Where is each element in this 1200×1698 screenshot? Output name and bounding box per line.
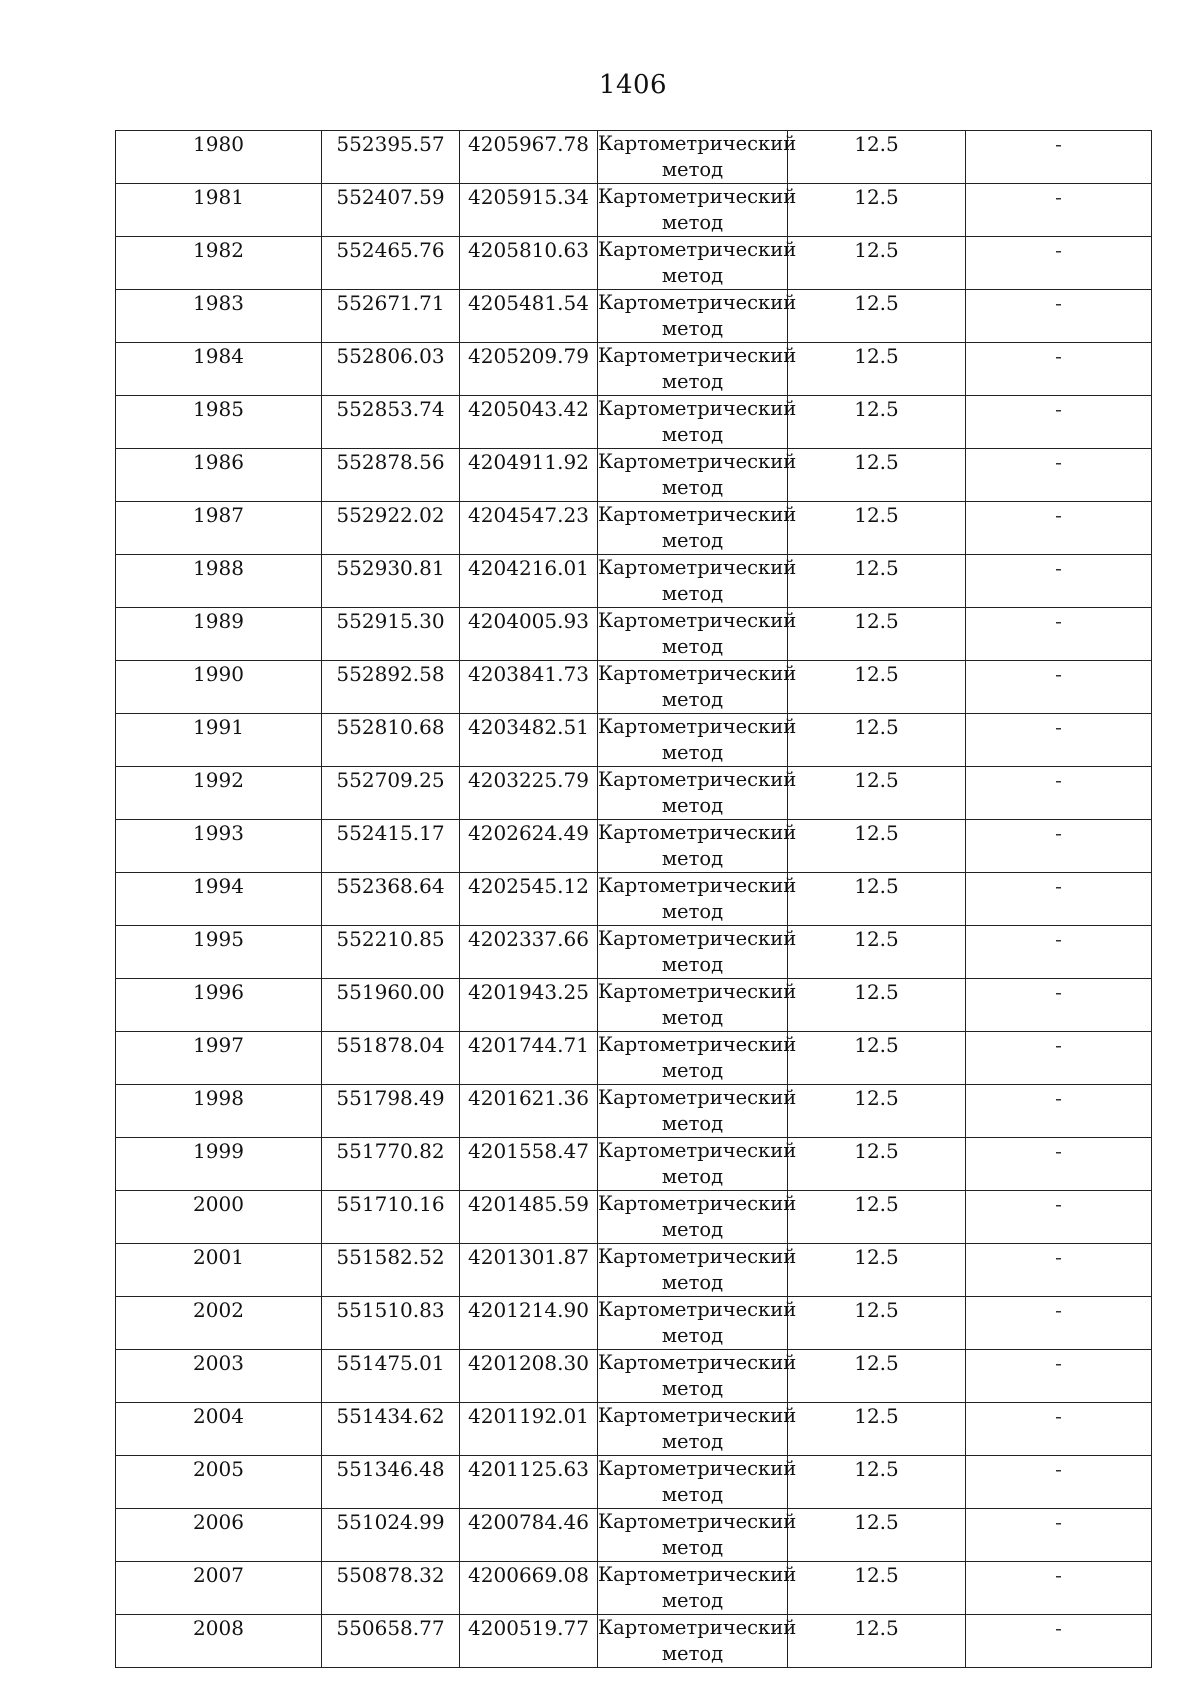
description-cell: - <box>966 1509 1152 1562</box>
point-number-cell: 2008 <box>116 1615 322 1668</box>
method-cell: Картометрический метод <box>598 767 788 820</box>
x-coordinate-cell: 551798.49 <box>322 1085 460 1138</box>
accuracy-cell: 12.5 <box>788 767 966 820</box>
method-cell: Картометрический метод <box>598 608 788 661</box>
method-cell: Картометрический метод <box>598 237 788 290</box>
point-number-cell: 1986 <box>116 449 322 502</box>
table-row <box>116 1615 1152 1668</box>
method-cell: Картометрический метод <box>598 1085 788 1138</box>
method-cell: Картометрический метод <box>598 714 788 767</box>
y-coordinate-cell: 4205810.63 <box>460 237 598 290</box>
table-row <box>116 290 1152 343</box>
accuracy-cell: 12.5 <box>788 1403 966 1456</box>
point-number-cell: 1999 <box>116 1138 322 1191</box>
description-cell: - <box>966 979 1152 1032</box>
point-number-cell: 1988 <box>116 555 322 608</box>
x-coordinate-cell: 552395.57 <box>322 131 460 184</box>
accuracy-cell: 12.5 <box>788 1615 966 1668</box>
point-number-cell: 1980 <box>116 131 322 184</box>
table-row <box>116 1403 1152 1456</box>
accuracy-cell: 12.5 <box>788 396 966 449</box>
coordinates-table-body <box>116 131 1152 1668</box>
y-coordinate-cell: 4203482.51 <box>460 714 598 767</box>
table-row <box>116 714 1152 767</box>
point-number-cell: 2007 <box>116 1562 322 1615</box>
accuracy-cell: 12.5 <box>788 237 966 290</box>
table-row <box>116 555 1152 608</box>
x-coordinate-cell: 551024.99 <box>322 1509 460 1562</box>
table-row <box>116 237 1152 290</box>
accuracy-cell: 12.5 <box>788 502 966 555</box>
point-number-cell: 1989 <box>116 608 322 661</box>
point-number-cell: 2004 <box>116 1403 322 1456</box>
description-cell: - <box>966 1138 1152 1191</box>
y-coordinate-cell: 4204216.01 <box>460 555 598 608</box>
x-coordinate-cell: 552671.71 <box>322 290 460 343</box>
point-number-cell: 2006 <box>116 1509 322 1562</box>
description-cell: - <box>966 449 1152 502</box>
y-coordinate-cell: 4201301.87 <box>460 1244 598 1297</box>
y-coordinate-cell: 4201208.30 <box>460 1350 598 1403</box>
accuracy-cell: 12.5 <box>788 1509 966 1562</box>
point-number-cell: 1998 <box>116 1085 322 1138</box>
y-coordinate-cell: 4202624.49 <box>460 820 598 873</box>
description-cell: - <box>966 1297 1152 1350</box>
accuracy-cell: 12.5 <box>788 290 966 343</box>
point-number-cell: 2005 <box>116 1456 322 1509</box>
x-coordinate-cell: 552915.30 <box>322 608 460 661</box>
method-cell: Картометрический метод <box>598 449 788 502</box>
description-cell: - <box>966 1085 1152 1138</box>
y-coordinate-cell: 4204547.23 <box>460 502 598 555</box>
coordinates-table <box>115 130 1152 1668</box>
method-cell: Картометрический метод <box>598 1350 788 1403</box>
y-coordinate-cell: 4200784.46 <box>460 1509 598 1562</box>
x-coordinate-cell: 551582.52 <box>322 1244 460 1297</box>
point-number-cell: 2001 <box>116 1244 322 1297</box>
description-cell: - <box>966 661 1152 714</box>
accuracy-cell: 12.5 <box>788 343 966 396</box>
x-coordinate-cell: 551960.00 <box>322 979 460 1032</box>
y-coordinate-cell: 4202545.12 <box>460 873 598 926</box>
accuracy-cell: 12.5 <box>788 1032 966 1085</box>
y-coordinate-cell: 4204005.93 <box>460 608 598 661</box>
accuracy-cell: 12.5 <box>788 820 966 873</box>
accuracy-cell: 12.5 <box>788 714 966 767</box>
description-cell: - <box>966 555 1152 608</box>
accuracy-cell: 12.5 <box>788 979 966 1032</box>
point-number-cell: 1982 <box>116 237 322 290</box>
x-coordinate-cell: 552709.25 <box>322 767 460 820</box>
x-coordinate-cell: 550878.32 <box>322 1562 460 1615</box>
method-cell: Картометрический метод <box>598 661 788 714</box>
method-cell: Картометрический метод <box>598 1456 788 1509</box>
method-cell: Картометрический метод <box>598 290 788 343</box>
accuracy-cell: 12.5 <box>788 608 966 661</box>
point-number-cell: 2003 <box>116 1350 322 1403</box>
method-cell: Картометрический метод <box>598 820 788 873</box>
x-coordinate-cell: 552806.03 <box>322 343 460 396</box>
x-coordinate-cell: 552368.64 <box>322 873 460 926</box>
accuracy-cell: 12.5 <box>788 1085 966 1138</box>
table-row <box>116 343 1152 396</box>
description-cell: - <box>966 1191 1152 1244</box>
x-coordinate-cell: 552878.56 <box>322 449 460 502</box>
method-cell: Картометрический метод <box>598 1244 788 1297</box>
description-cell: - <box>966 926 1152 979</box>
point-number-cell: 1995 <box>116 926 322 979</box>
point-number-cell: 1997 <box>116 1032 322 1085</box>
method-cell: Картометрический метод <box>598 979 788 1032</box>
table-row <box>116 767 1152 820</box>
accuracy-cell: 12.5 <box>788 555 966 608</box>
table-row <box>116 1138 1152 1191</box>
method-cell: Картометрический метод <box>598 1615 788 1668</box>
description-cell: - <box>966 820 1152 873</box>
table-row <box>116 1297 1152 1350</box>
y-coordinate-cell: 4205043.42 <box>460 396 598 449</box>
y-coordinate-cell: 4201214.90 <box>460 1297 598 1350</box>
accuracy-cell: 12.5 <box>788 449 966 502</box>
x-coordinate-cell: 552407.59 <box>322 184 460 237</box>
description-cell: - <box>966 608 1152 661</box>
point-number-cell: 2000 <box>116 1191 322 1244</box>
table-row <box>116 449 1152 502</box>
accuracy-cell: 12.5 <box>788 926 966 979</box>
table-row <box>116 608 1152 661</box>
y-coordinate-cell: 4202337.66 <box>460 926 598 979</box>
point-number-cell: 1983 <box>116 290 322 343</box>
accuracy-cell: 12.5 <box>788 1350 966 1403</box>
table-row <box>116 1085 1152 1138</box>
table-row <box>116 661 1152 714</box>
method-cell: Картометрический метод <box>598 131 788 184</box>
point-number-cell: 1994 <box>116 873 322 926</box>
description-cell: - <box>966 290 1152 343</box>
description-cell: - <box>966 1244 1152 1297</box>
description-cell: - <box>966 502 1152 555</box>
table-row <box>116 1191 1152 1244</box>
table-row <box>116 1032 1152 1085</box>
point-number-cell: 1996 <box>116 979 322 1032</box>
x-coordinate-cell: 551475.01 <box>322 1350 460 1403</box>
table-row <box>116 1456 1152 1509</box>
y-coordinate-cell: 4201485.59 <box>460 1191 598 1244</box>
description-cell: - <box>966 767 1152 820</box>
point-number-cell: 1987 <box>116 502 322 555</box>
accuracy-cell: 12.5 <box>788 131 966 184</box>
x-coordinate-cell: 552810.68 <box>322 714 460 767</box>
table-row <box>116 1509 1152 1562</box>
x-coordinate-cell: 551710.16 <box>322 1191 460 1244</box>
method-cell: Картометрический метод <box>598 396 788 449</box>
description-cell: - <box>966 1403 1152 1456</box>
x-coordinate-cell: 551510.83 <box>322 1297 460 1350</box>
description-cell: - <box>966 1350 1152 1403</box>
method-cell: Картометрический метод <box>598 343 788 396</box>
y-coordinate-cell: 4200519.77 <box>460 1615 598 1668</box>
description-cell: - <box>966 1456 1152 1509</box>
x-coordinate-cell: 552892.58 <box>322 661 460 714</box>
x-coordinate-cell: 552922.02 <box>322 502 460 555</box>
x-coordinate-cell: 552465.76 <box>322 237 460 290</box>
table-row <box>116 873 1152 926</box>
y-coordinate-cell: 4201192.01 <box>460 1403 598 1456</box>
description-cell: - <box>966 873 1152 926</box>
x-coordinate-cell: 552415.17 <box>322 820 460 873</box>
table-row <box>116 502 1152 555</box>
table-row <box>116 1350 1152 1403</box>
y-coordinate-cell: 4204911.92 <box>460 449 598 502</box>
point-number-cell: 1981 <box>116 184 322 237</box>
y-coordinate-cell: 4203225.79 <box>460 767 598 820</box>
table-row <box>116 396 1152 449</box>
point-number-cell: 1993 <box>116 820 322 873</box>
y-coordinate-cell: 4201125.63 <box>460 1456 598 1509</box>
description-cell: - <box>966 714 1152 767</box>
y-coordinate-cell: 4201943.25 <box>460 979 598 1032</box>
table-row <box>116 184 1152 237</box>
y-coordinate-cell: 4201744.71 <box>460 1032 598 1085</box>
description-cell: - <box>966 1032 1152 1085</box>
point-number-cell: 1991 <box>116 714 322 767</box>
accuracy-cell: 12.5 <box>788 1191 966 1244</box>
description-cell: - <box>966 1615 1152 1668</box>
table-row <box>116 820 1152 873</box>
x-coordinate-cell: 551770.82 <box>322 1138 460 1191</box>
point-number-cell: 2002 <box>116 1297 322 1350</box>
table-row <box>116 131 1152 184</box>
description-cell: - <box>966 184 1152 237</box>
point-number-cell: 1984 <box>116 343 322 396</box>
x-coordinate-cell: 551346.48 <box>322 1456 460 1509</box>
accuracy-cell: 12.5 <box>788 661 966 714</box>
method-cell: Картометрический метод <box>598 1297 788 1350</box>
y-coordinate-cell: 4205967.78 <box>460 131 598 184</box>
method-cell: Картометрический метод <box>598 1509 788 1562</box>
description-cell: - <box>966 396 1152 449</box>
y-coordinate-cell: 4201558.47 <box>460 1138 598 1191</box>
x-coordinate-cell: 551434.62 <box>322 1403 460 1456</box>
method-cell: Картометрический метод <box>598 1403 788 1456</box>
page-number: 1406 <box>598 70 668 100</box>
table-row <box>116 979 1152 1032</box>
table-row <box>116 926 1152 979</box>
description-cell: - <box>966 1562 1152 1615</box>
method-cell: Картометрический метод <box>598 873 788 926</box>
y-coordinate-cell: 4203841.73 <box>460 661 598 714</box>
accuracy-cell: 12.5 <box>788 1456 966 1509</box>
point-number-cell: 1992 <box>116 767 322 820</box>
accuracy-cell: 12.5 <box>788 1244 966 1297</box>
point-number-cell: 1985 <box>116 396 322 449</box>
y-coordinate-cell: 4205481.54 <box>460 290 598 343</box>
method-cell: Картометрический метод <box>598 1138 788 1191</box>
y-coordinate-cell: 4205915.34 <box>460 184 598 237</box>
method-cell: Картометрический метод <box>598 184 788 237</box>
y-coordinate-cell: 4201621.36 <box>460 1085 598 1138</box>
method-cell: Картометрический метод <box>598 1562 788 1615</box>
method-cell: Картометрический метод <box>598 1191 788 1244</box>
x-coordinate-cell: 551878.04 <box>322 1032 460 1085</box>
table-row <box>116 1562 1152 1615</box>
x-coordinate-cell: 552210.85 <box>322 926 460 979</box>
accuracy-cell: 12.5 <box>788 184 966 237</box>
method-cell: Картометрический метод <box>598 555 788 608</box>
y-coordinate-cell: 4200669.08 <box>460 1562 598 1615</box>
accuracy-cell: 12.5 <box>788 1297 966 1350</box>
method-cell: Картометрический метод <box>598 502 788 555</box>
accuracy-cell: 12.5 <box>788 1562 966 1615</box>
x-coordinate-cell: 552930.81 <box>322 555 460 608</box>
y-coordinate-cell: 4205209.79 <box>460 343 598 396</box>
description-cell: - <box>966 343 1152 396</box>
description-cell: - <box>966 237 1152 290</box>
description-cell: - <box>966 131 1152 184</box>
x-coordinate-cell: 552853.74 <box>322 396 460 449</box>
table-row <box>116 1244 1152 1297</box>
x-coordinate-cell: 550658.77 <box>322 1615 460 1668</box>
method-cell: Картометрический метод <box>598 1032 788 1085</box>
accuracy-cell: 12.5 <box>788 1138 966 1191</box>
method-cell: Картометрический метод <box>598 926 788 979</box>
point-number-cell: 1990 <box>116 661 322 714</box>
accuracy-cell: 12.5 <box>788 873 966 926</box>
